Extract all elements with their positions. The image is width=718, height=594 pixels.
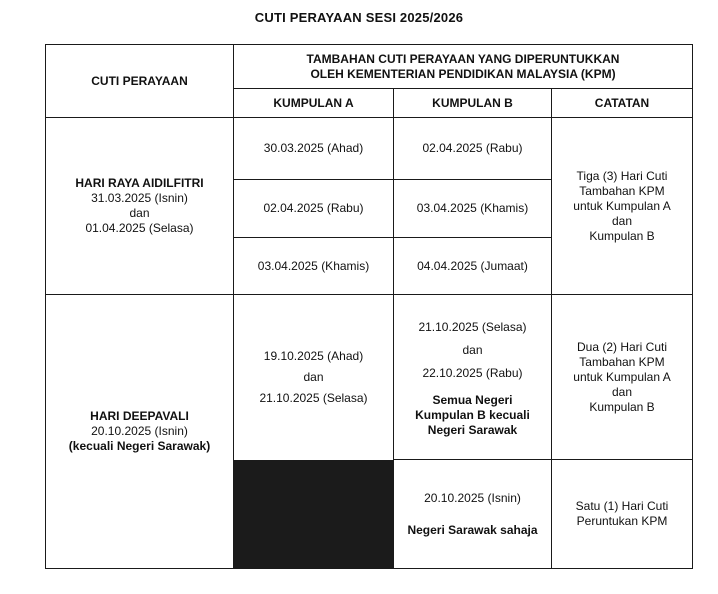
header-kumpulan-b: KUMPULAN B [432, 95, 513, 110]
raya-b-3: 04.04.2025 (Jumaat) [417, 258, 528, 273]
raya-catatan: Tiga (3) Hari Cuti Tambahan KPM untuk Kumpulan A dan Kumpulan B [573, 168, 671, 243]
deepavali-b: 21.10.2025 (Selasa) dan 22.10.2025 (Rabu) Semua Negeri Kumpulan B kecuali Negeri Sarawak [415, 320, 530, 437]
page-title: CUTI PERAYAAN SESI 2025/2026 [254, 10, 464, 25]
deepavali-a: 19.10.2025 (Ahad) dan 21.10.2025 (Selasa) [259, 348, 368, 405]
raya-a-1: 30.03.2025 (Ahad) [263, 141, 364, 155]
header-kumpulan-a: KUMPULAN A [273, 95, 354, 110]
raya-holiday-cell: HARI RAYA AIDILFITRI 31.03.2025 (Isnin) dan 01.04.2025 (Selasa) [75, 176, 204, 235]
raya-a-2: 02.04.2025 (Rabu) [263, 201, 364, 215]
deepavali-holiday-cell: HARI DEEPAVALI 20.10.2025 (Isnin) (kecuali Negeri Sarawak) [68, 409, 211, 453]
header-cuti-perayaan: CUTI PERAYAAN [91, 73, 188, 88]
deepavali-catatan: Dua (2) Hari Cuti Tambahan KPM untuk Kumpulan A dan Kumpulan B [573, 339, 671, 414]
sarawak-b: 20.10.2025 (Isnin) Negeri Sarawak sahaja [407, 490, 538, 537]
raya-b-2: 03.04.2025 (Khamis) [416, 201, 529, 215]
raya-b-1: 02.04.2025 (Rabu) [422, 141, 523, 155]
redacted-block [234, 460, 393, 568]
sarawak-catatan: Satu (1) Hari Cuti Peruntukan KPM [575, 499, 669, 528]
raya-a-3: 03.04.2025 (Khamis) [257, 258, 370, 273]
header-catatan: CATATAN [594, 95, 650, 110]
header-tambahan: TAMBAHAN CUTI PERAYAAN YANG DIPERUNTUKKAN OLEH KEMENTERIAN PENDIDIKAN MALAYSIA (KPM) [306, 51, 620, 81]
